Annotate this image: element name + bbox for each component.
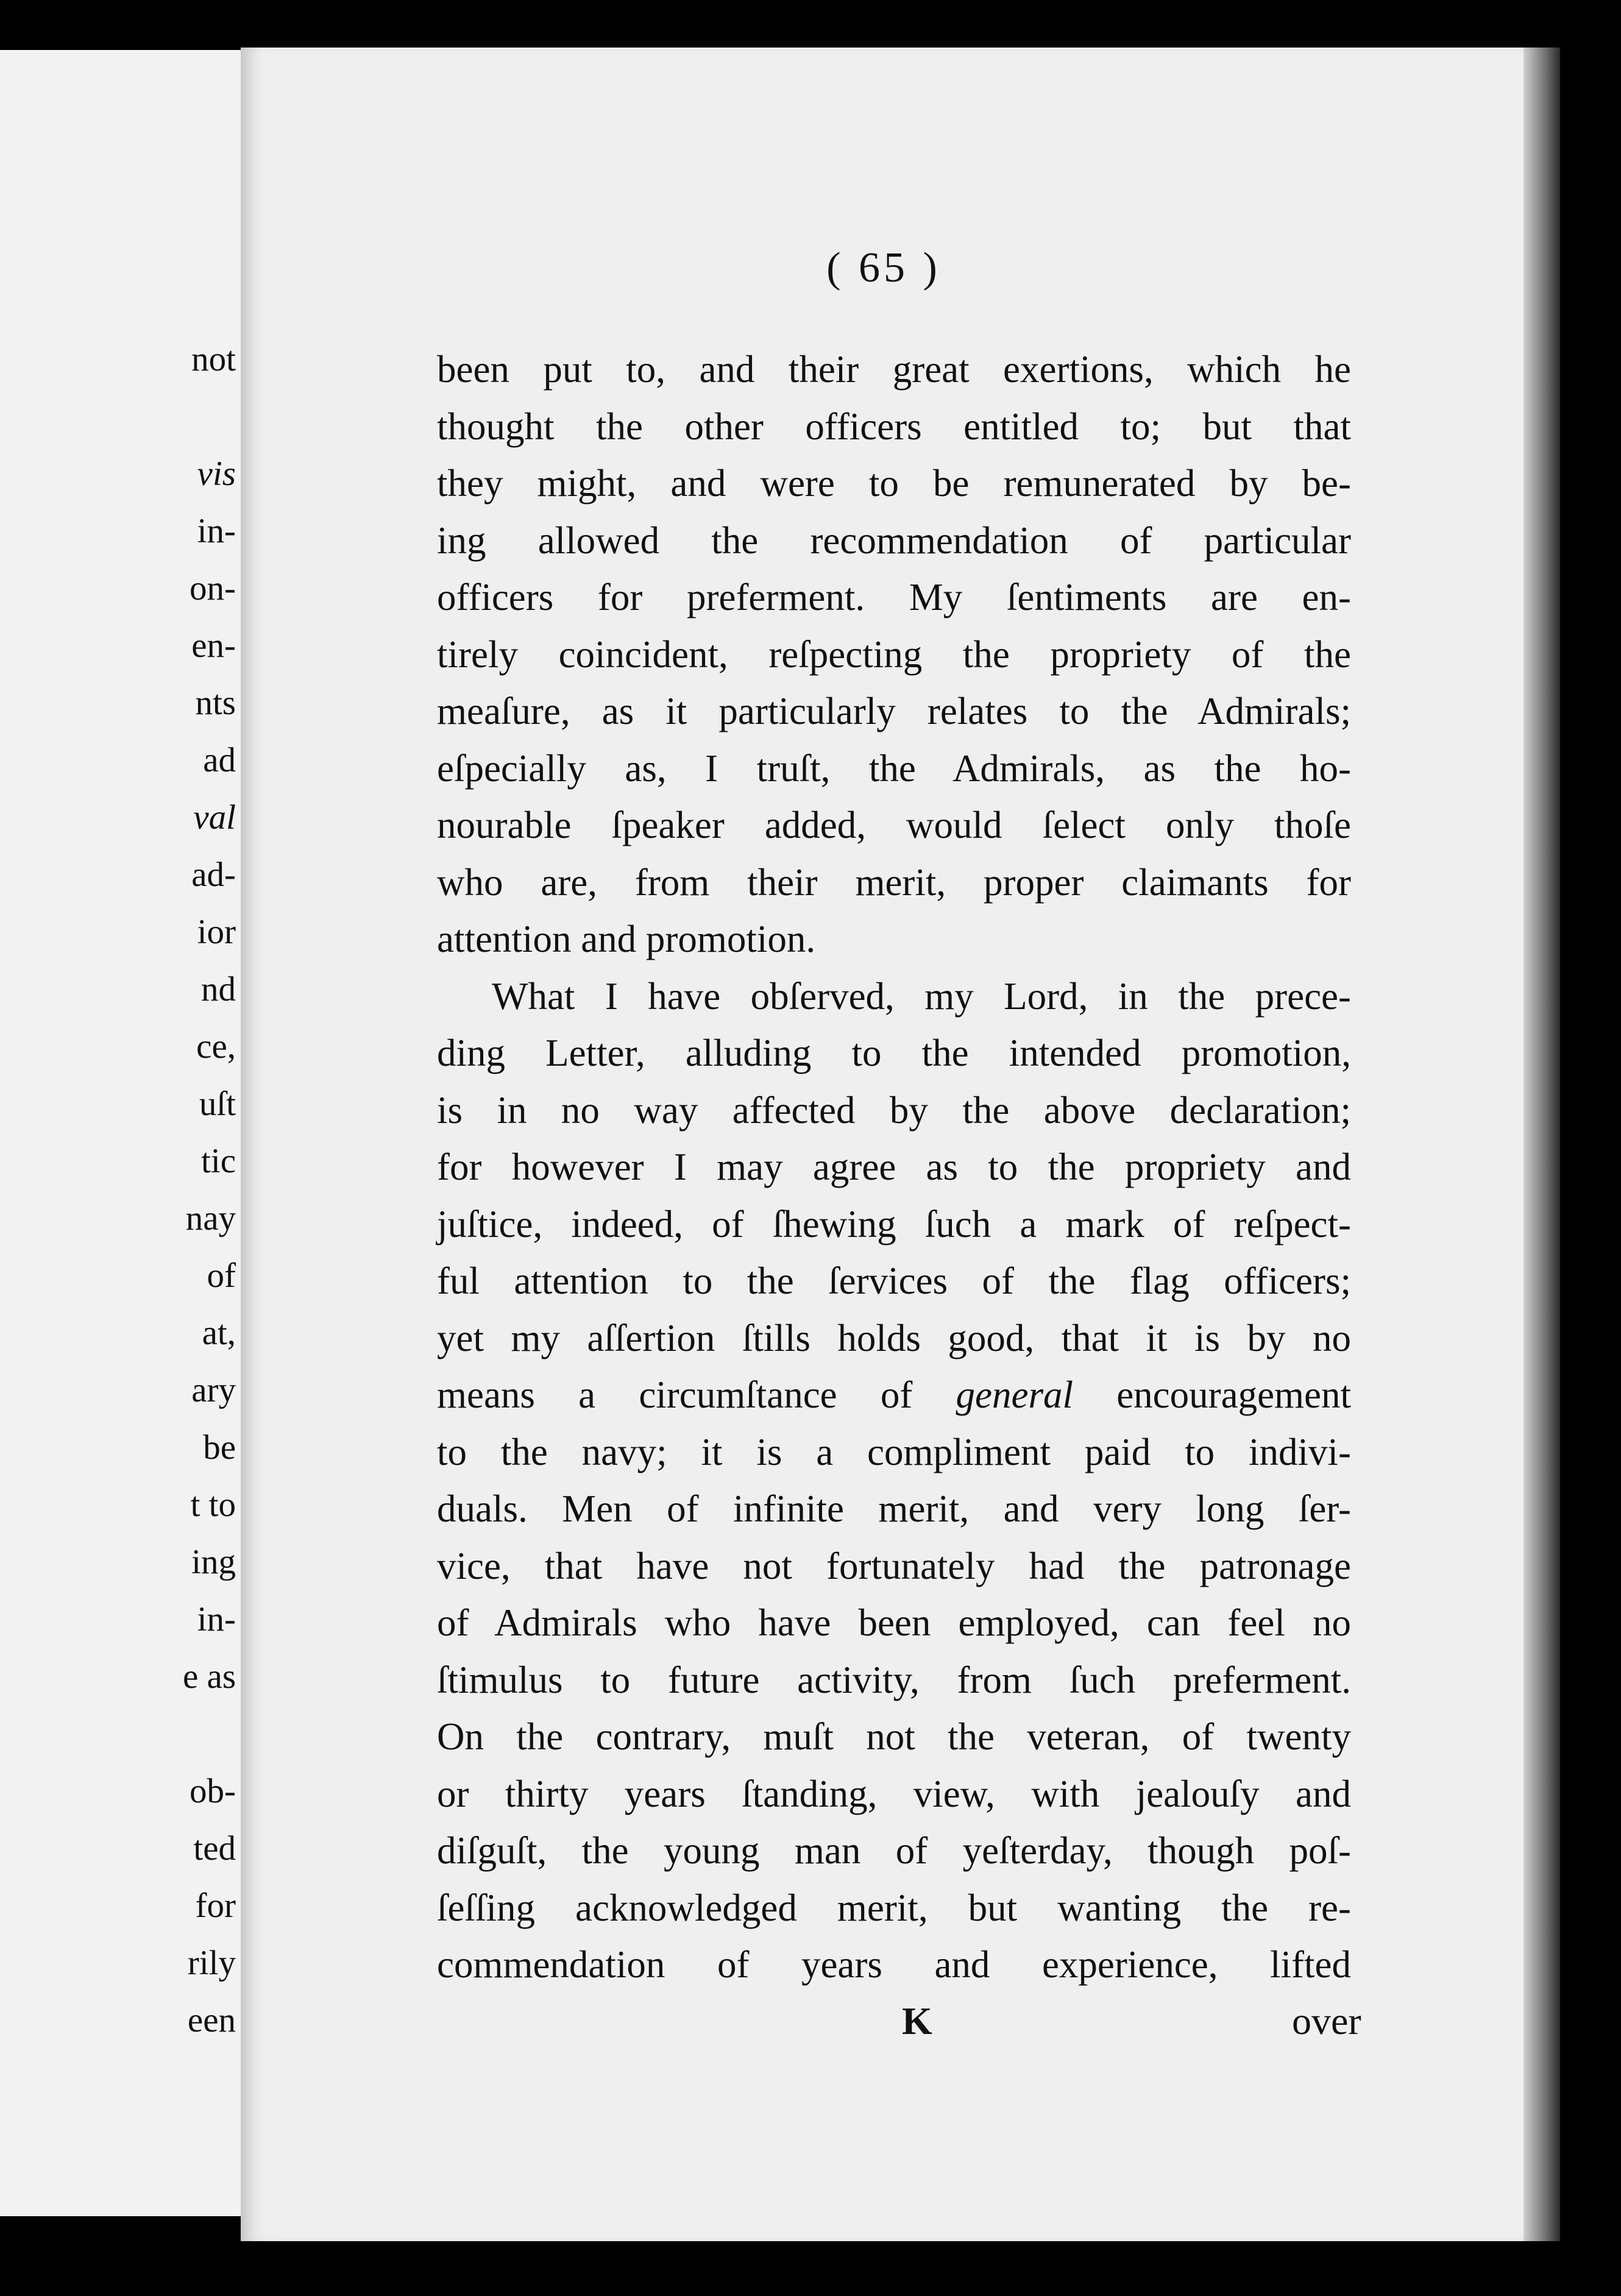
left-page-fragment: nts bbox=[195, 684, 236, 722]
left-page-fragment: t to bbox=[190, 1486, 236, 1524]
left-page-fragment: een bbox=[187, 2001, 236, 2039]
text-line: meaſure, as it particularly relates to the Admirals; bbox=[437, 690, 1351, 732]
italic-word: general bbox=[956, 1373, 1073, 1416]
left-page-fragment: tic bbox=[201, 1142, 236, 1180]
text-line: vice, that have not fortunately had the patronage bbox=[437, 1544, 1351, 1587]
left-page-fragment: be bbox=[203, 1428, 236, 1467]
left-page-fragment: ob- bbox=[190, 1772, 236, 1810]
text-line: of Admirals who have been employed, can feel no bbox=[437, 1601, 1351, 1644]
left-page-fragment: e as bbox=[182, 1657, 236, 1696]
left-page-fragment: in- bbox=[197, 1600, 236, 1639]
text-line: ſeſſing acknowledged merit, but wanting the re- bbox=[437, 1886, 1351, 1929]
text-line: they might, and were to be remunerated by be- bbox=[437, 462, 1351, 505]
text-line: On the contrary, muſt not the veteran, of twenty bbox=[437, 1715, 1351, 1758]
left-page-fragment: nd bbox=[201, 970, 236, 1008]
left-page-fragment: not bbox=[191, 340, 236, 378]
text-line: ful attention to the ſervices of the flag officers; bbox=[437, 1260, 1351, 1302]
left-page-fragment: ior bbox=[197, 913, 236, 951]
text-line: diſguſt, the young man of yeſterday, though poſ- bbox=[437, 1829, 1351, 1872]
left-page-fragment: rily bbox=[187, 1944, 236, 1982]
left-page-fragment: uſt bbox=[199, 1085, 236, 1123]
text-line: attention and promotion. bbox=[437, 918, 816, 960]
left-page-fragment: of bbox=[207, 1256, 236, 1295]
text-line: commendation of years and experience, lifted bbox=[437, 1943, 1351, 1986]
signature-mark: K bbox=[902, 1999, 932, 2043]
text-line: to the navy; it is a compliment paid to indivi- bbox=[437, 1430, 1351, 1473]
left-page-fragment: val bbox=[193, 798, 236, 837]
left-page-fragment: ad- bbox=[191, 856, 236, 894]
left-page-fragment: en- bbox=[191, 626, 236, 665]
left-page-fragment: for bbox=[195, 1887, 236, 1925]
catchword: over bbox=[1292, 1999, 1361, 2043]
text-line: is in no way affected by the above declaration; bbox=[437, 1088, 1351, 1132]
left-page-fragment: ted bbox=[193, 1829, 236, 1868]
text-segment: encouragement bbox=[1116, 1373, 1352, 1416]
left-page-fragment: ary bbox=[191, 1371, 236, 1409]
left-page-fragment: in- bbox=[197, 512, 236, 550]
left-page-fragment: at, bbox=[202, 1314, 236, 1352]
text-line: officers for preferment. My ſentiments are en- bbox=[437, 576, 1351, 618]
text-line: eſpecially as, I truſt, the Admirals, as the ho- bbox=[437, 746, 1351, 790]
text-line: thought the other officers entitled to; but that bbox=[437, 405, 1351, 448]
left-page-fragment: vis bbox=[197, 455, 236, 493]
left-page-fragment: ing bbox=[191, 1543, 236, 1581]
left-page-fragment: ad bbox=[203, 741, 236, 779]
body-text bbox=[437, 341, 1351, 1994]
left-page-fragment: ce, bbox=[196, 1027, 236, 1066]
text-line: ding Letter, alluding to the intended promotion, bbox=[437, 1032, 1351, 1074]
text-line: been put to, and their great exertions, which he bbox=[437, 348, 1351, 391]
text-line: for however I may agree as to the propriety and bbox=[437, 1146, 1351, 1188]
text-line: or thirty years ſtanding, view, with jealouſy and bbox=[437, 1772, 1351, 1815]
text-line: What I have obſerved, my Lord, in the prece- bbox=[492, 974, 1351, 1018]
page-number: ( 65 ) bbox=[826, 244, 941, 291]
text-line: ing allowed the recommendation of particular bbox=[437, 519, 1351, 562]
text-segment: means a circumſtance of bbox=[437, 1373, 913, 1416]
text-line: yet my aſſertion ſtills holds good, that it is by no bbox=[437, 1316, 1351, 1359]
left-page bbox=[0, 50, 241, 2216]
text-line: tirely coincident, reſpecting the propriety of the bbox=[437, 632, 1351, 676]
text-line bbox=[437, 1367, 1351, 1424]
text-line: ſtimulus to future activity, from ſuch preferment. bbox=[437, 1658, 1351, 1701]
left-page-fragment: nay bbox=[185, 1199, 236, 1238]
text-line: nourable ſpeaker added, would ſelect only thoſe bbox=[437, 804, 1351, 846]
text-line: duals. Men of infinite merit, and very long ſer- bbox=[437, 1487, 1351, 1530]
left-page-fragment: on- bbox=[190, 569, 236, 608]
page-edge bbox=[1523, 48, 1560, 2241]
text-line: juſtice, indeed, of ſhewing ſuch a mark of reſpect- bbox=[437, 1202, 1351, 1245]
text-line: who are, from their merit, proper claimants for bbox=[437, 860, 1351, 904]
